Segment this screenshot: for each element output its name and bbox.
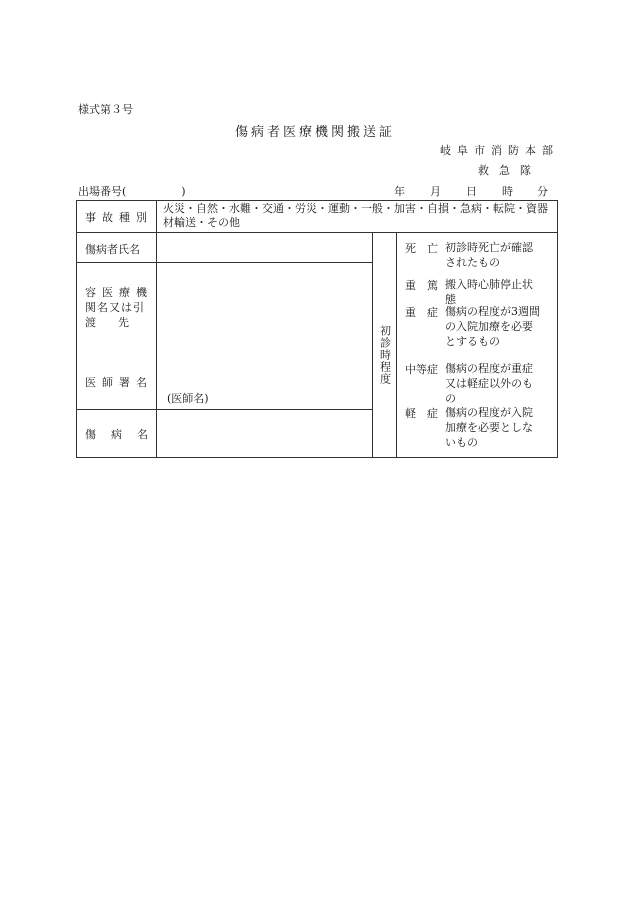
severity-desc: 傷病の程度が3週間の入院加療を必要とするもの — [445, 305, 540, 348]
severity-heading: 初診時程度 — [378, 325, 392, 385]
handover-field[interactable] — [157, 263, 373, 410]
severity-item — [397, 361, 557, 405]
handover-label-line-2: 関名又は引 — [85, 301, 145, 314]
cause-options: 火災・自然・水難・交通・労災・運動・一般・加害・自損・急病・転院・資器材輸送・その他 — [157, 201, 558, 233]
cause-label: 事故種別 — [85, 210, 153, 224]
severity-desc: 搬入時心肺停止状態 — [445, 278, 533, 306]
severity-name: 死 亡 — [405, 242, 438, 255]
patient-name-row — [77, 233, 558, 263]
date-year-label: 年 — [394, 185, 405, 198]
team-name: 救急隊 — [478, 164, 541, 177]
severity-desc: 傷病の程度が重症又は軽症以外のもの — [445, 362, 533, 405]
date-day-label: 日 — [466, 185, 477, 198]
dispatch-number-label: 出場番号( ) — [78, 185, 186, 198]
severity-list — [397, 233, 558, 458]
severity-item — [397, 304, 557, 361]
doctor-name-hint: (医師名) — [167, 392, 209, 405]
severity-desc: 傷病の程度が入院加療を必要としないもの — [445, 406, 533, 449]
cause-label-cell — [77, 201, 157, 233]
severity-item — [397, 405, 557, 449]
injury-field[interactable] — [157, 410, 373, 458]
severity-name: 重 篤 — [405, 279, 438, 292]
severity-name: 軽 症 — [405, 407, 438, 420]
date-hour-label: 時 — [502, 185, 513, 198]
document-title: 傷病者医療機関搬送証 — [234, 125, 395, 140]
handover-label-line-1: 容医療機 — [85, 286, 153, 299]
severity-name: 重 症 — [405, 306, 438, 319]
severity-heading-cell — [373, 233, 397, 458]
severity-name: 中等症 — [405, 363, 438, 376]
handover-label-cell — [77, 263, 157, 410]
date-minute-label: 分 — [537, 185, 548, 198]
patient-name-label: 傷病者氏名 — [77, 233, 157, 263]
injury-label: 傷 病 名 — [85, 427, 150, 441]
severity-item — [397, 277, 557, 304]
injury-label-cell — [77, 410, 157, 458]
issuer-name: 岐阜市消防本部 — [440, 144, 559, 157]
severity-item — [397, 240, 557, 277]
doctor-signature-label: 医師署名 — [85, 376, 153, 389]
patient-name-field[interactable] — [157, 233, 373, 263]
cause-row — [77, 201, 558, 233]
severity-desc: 初診時死亡が確認されたもの — [445, 241, 533, 269]
date-month-label: 月 — [430, 185, 441, 198]
transport-form-table — [76, 200, 558, 458]
handover-label-line-3: 渡 先 — [85, 316, 129, 329]
form-number: 様式第３号 — [78, 103, 133, 116]
